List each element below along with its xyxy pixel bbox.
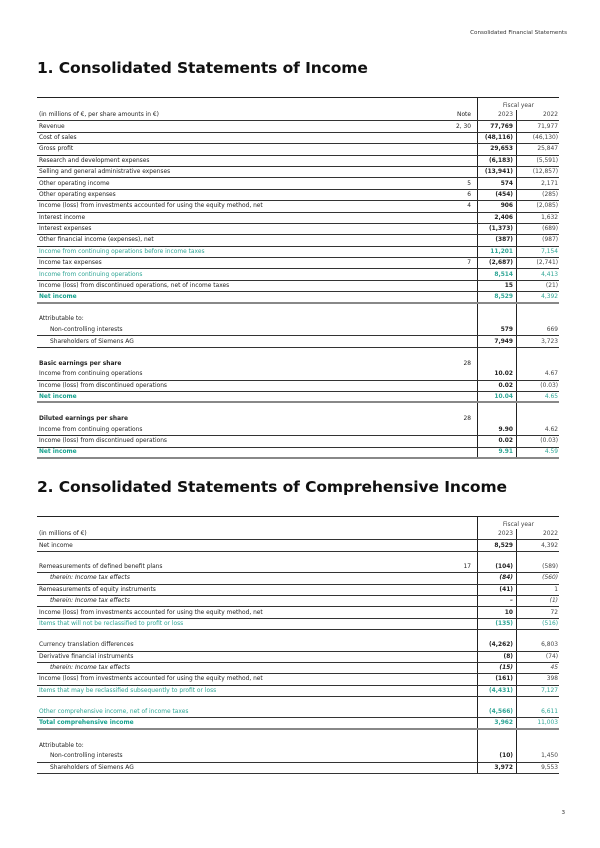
value-2023: 11,201 [477,247,517,257]
table-row [37,281,559,292]
value-2023: 15 [477,281,517,291]
value-2022: 72 [550,609,558,616]
fiscal-year-label: Fiscal year [477,517,559,529]
value-2022: (0.03) [540,438,558,445]
table-row [37,133,559,144]
row-label: Remeasurements of equity instruments [39,586,156,593]
value-2022: (21) [545,283,558,290]
table-row [37,336,559,347]
value-2023: (4,431) [477,686,517,696]
income-statement-title: 1. Consolidated Statements of Income [37,59,368,77]
note-header: Note [457,112,471,119]
row-label: Selling and general administrative expenses [39,169,171,176]
net-income-row [37,540,559,551]
value-2022: 6,611 [541,709,558,716]
value-2023: 8,529 [477,292,517,301]
row-note: 6 [467,191,471,198]
value-2023: 0.02 [477,436,517,446]
value-2022: (987) [542,237,558,244]
row-label: Remeasurements of defined benefit plans [39,563,163,570]
value-2022: (12,857) [532,169,558,176]
diluted-eps-label: Diluted earnings per share [39,416,128,423]
value-2022: 4.65 [544,393,558,400]
row-label: Net income [39,393,77,400]
table-row [37,235,559,246]
row-label: Non-controlling interests [50,327,123,334]
row-label: Income from continuing operations before income taxes [39,248,205,255]
year-2022-header: 2022 [543,531,558,538]
row-label: Income from continuing operations [39,426,143,433]
value-2023: 29,653 [477,144,517,154]
year-2022-header: 2022 [543,112,558,119]
table-row [37,392,559,403]
row-note: 5 [467,180,471,187]
value-2023: (6,183) [477,156,517,166]
value-2023: (41) [477,585,517,595]
table-row [37,190,559,201]
row-label: Items that may be reclassified subsequently to profit or loss [39,687,217,694]
column-header-row [37,110,559,121]
value-2023: (15) [477,663,517,673]
row-label: Income (loss) from investments accounted for using the equity method, net [39,676,263,683]
value-2023: (4,262) [477,640,517,650]
diluted-eps-note: 28 [463,416,471,423]
fiscal-year-label: Fiscal year [477,98,559,110]
value-2023: 2,406 [477,213,517,223]
value-2022: (74) [545,653,558,660]
table-row [37,763,559,774]
table-row [37,640,559,651]
value-2022: 11,003 [537,720,558,727]
value-2023: (4,566) [477,707,517,717]
comprehensive-income-title: 2. Consolidated Statements of Comprehensive Income [37,478,507,496]
table-row [37,167,559,178]
value-2022: 4.59 [544,449,558,456]
table-row [37,201,559,212]
row-label: Net income [39,449,77,456]
table-row [37,619,559,630]
row-label: Other operating income [39,180,110,187]
row-note: 17 [463,563,471,570]
table-row [37,269,559,280]
row-note: 4 [467,203,471,210]
row-label: Interest expenses [39,226,92,233]
units-label: (in millions of €) [39,531,87,538]
table-row [37,607,559,618]
value-2022: (0.03) [540,382,558,389]
row-label: Currency translation differences [39,642,134,649]
value-2022: (689) [542,226,558,233]
year-2023-header: 2023 [477,110,517,120]
value-2023: 7,949 [477,336,517,346]
income-statement-table [37,97,559,459]
value-2022: 4,413 [541,271,558,278]
year-2023-header: 2023 [477,529,517,539]
value-2022: 6,803 [541,642,558,649]
row-label: Revenue [39,123,65,130]
value-2023: (2,687) [477,258,517,268]
table-row [37,448,559,459]
row-label: therein: Income tax effects [50,665,130,672]
row-label: Items that will not be reclassified to profit or loss [39,620,184,627]
column-header-row [37,529,559,540]
value-2023: 579 [477,325,517,335]
attributable-label-row [37,314,559,325]
basic-eps-heading [37,358,559,369]
value-2023: 0.02 [477,381,517,391]
value-2023: 906 [477,201,517,211]
row-label: Shareholders of Siemens AG [50,338,134,345]
value-2022: 4,392 [541,293,558,300]
value-2023: 8,529 [477,540,517,550]
value-2023: 10 [477,607,517,617]
table-row [37,425,559,436]
row-label: Net income [39,293,77,300]
row-label: Income (loss) from investments accounted for using the equity method, net [39,203,263,210]
row-label: Interest income [39,214,86,221]
value-2023: (8) [477,652,517,662]
value-2023: (84) [477,573,517,583]
value-2022: 4.67 [544,371,558,378]
value-2022: 9,553 [541,764,558,771]
row-label: Income (loss) from discontinued operations, net of income taxes [39,283,230,290]
table-row [37,751,559,762]
table-row [37,292,559,303]
value-2023: 9.91 [477,448,517,457]
table-row [37,585,559,596]
table-row [37,224,559,235]
value-2023: 77,769 [477,121,517,131]
value-2022: 71,977 [537,123,558,130]
page-number: 3 [561,810,565,816]
value-2022: 1,450 [541,753,558,760]
value-2022: 45 [550,665,558,672]
table-row [37,652,559,663]
spacer [37,348,559,358]
spacer [37,304,559,314]
table-row [37,686,559,697]
units-label: (in millions of €, per share amounts in €) [39,112,159,119]
row-label: Income from continuing operations [39,371,143,378]
value-2022: 7,127 [541,687,558,694]
attributable-label: Attributable to: [39,742,84,749]
value-2022: 4,392 [541,542,558,549]
total-comprehensive-income-row [37,718,559,729]
value-2023: (387) [477,235,517,245]
table-row [37,674,559,685]
value-2023: (10) [477,751,517,761]
row-label: Total comprehensive income [39,720,134,727]
table-row [37,381,559,392]
value-2023: 3,962 [477,718,517,727]
row-label: Other comprehensive income, net of income taxes [39,709,189,716]
value-2023: 10.02 [477,369,517,379]
value-2022: (5,591) [536,157,558,164]
value-2022: 4.62 [544,426,558,433]
value-2022: 1,632 [541,214,558,221]
value-2022: (46,130) [532,134,558,141]
spacer [37,730,559,740]
value-2023: (1,373) [477,224,517,234]
row-label: Gross profit [39,146,74,153]
row-note: 2, 30 [456,123,471,130]
table-row [37,144,559,155]
table-row [37,247,559,258]
spacer [37,697,559,707]
value-2022: (560) [542,575,558,582]
value-2023: 3,972 [477,763,517,773]
attributable-label-row [37,740,559,751]
table-row [37,436,559,447]
spacer [37,630,559,640]
row-label: Research and development expenses [39,157,150,164]
value-2022: (1) [549,598,558,605]
table-row [37,596,559,607]
fiscal-year-header [37,517,559,529]
value-2023: 574 [477,178,517,188]
value-2022: (516) [542,620,558,627]
value-2023: – [477,596,517,606]
fiscal-year-header [37,98,559,110]
row-label: Net income [39,542,73,549]
value-2023: 10.04 [477,392,517,401]
spacer [37,403,559,413]
value-2023: (161) [477,674,517,684]
attributable-label: Attributable to: [39,316,84,323]
table-row [37,156,559,167]
table-row [37,258,559,269]
value-2022: (285) [542,191,558,198]
value-2022: (589) [542,563,558,570]
value-2022: 669 [546,327,558,334]
row-label: Income tax expenses [39,260,102,267]
row-note: 7 [467,260,471,267]
value-2023: (13,941) [477,167,517,177]
row-label: therein: Income tax effects [50,598,130,605]
value-2022: 2,171 [541,180,558,187]
row-label: Income (loss) from discontinued operations [39,438,167,445]
running-head: Consolidated Financial Statements [470,30,567,36]
row-label: Non-controlling interests [50,753,123,760]
value-2023: (104) [477,562,517,572]
table-row [37,562,559,573]
row-label: Income (loss) from discontinued operations [39,382,167,389]
table-row [37,213,559,224]
oci-row [37,707,559,718]
row-label: Income from continuing operations [39,271,143,278]
value-2023: (454) [477,190,517,200]
table-row [37,369,559,380]
row-label: therein: Income tax effects [50,575,130,582]
value-2023: (135) [477,619,517,629]
row-label: Other financial income (expenses), net [39,237,154,244]
row-label: Income (loss) from investments accounted for using the equity method, net [39,609,263,616]
value-2022: 25,847 [537,146,558,153]
row-label: Derivative financial instruments [39,653,134,660]
table-row [37,573,559,584]
table-row [37,121,559,132]
basic-eps-note: 28 [463,360,471,367]
value-2022: 1 [554,586,558,593]
basic-eps-label: Basic earnings per share [39,360,122,367]
value-2023: 9.90 [477,425,517,435]
value-2022: (2,741) [536,260,558,267]
diluted-eps-heading [37,413,559,424]
comprehensive-income-table [37,516,559,774]
table-row [37,325,559,336]
value-2023: (48,116) [477,133,517,143]
value-2022: 398 [546,676,558,683]
row-label: Cost of sales [39,134,77,141]
value-2022: 7,154 [541,248,558,255]
value-2023: 8,514 [477,269,517,279]
table-row [37,178,559,189]
row-label: Shareholders of Siemens AG [50,764,134,771]
spacer [37,552,559,562]
row-label: Other operating expenses [39,191,116,198]
value-2022: (2,085) [536,203,558,210]
value-2022: 3,723 [541,338,558,345]
table-row [37,663,559,674]
